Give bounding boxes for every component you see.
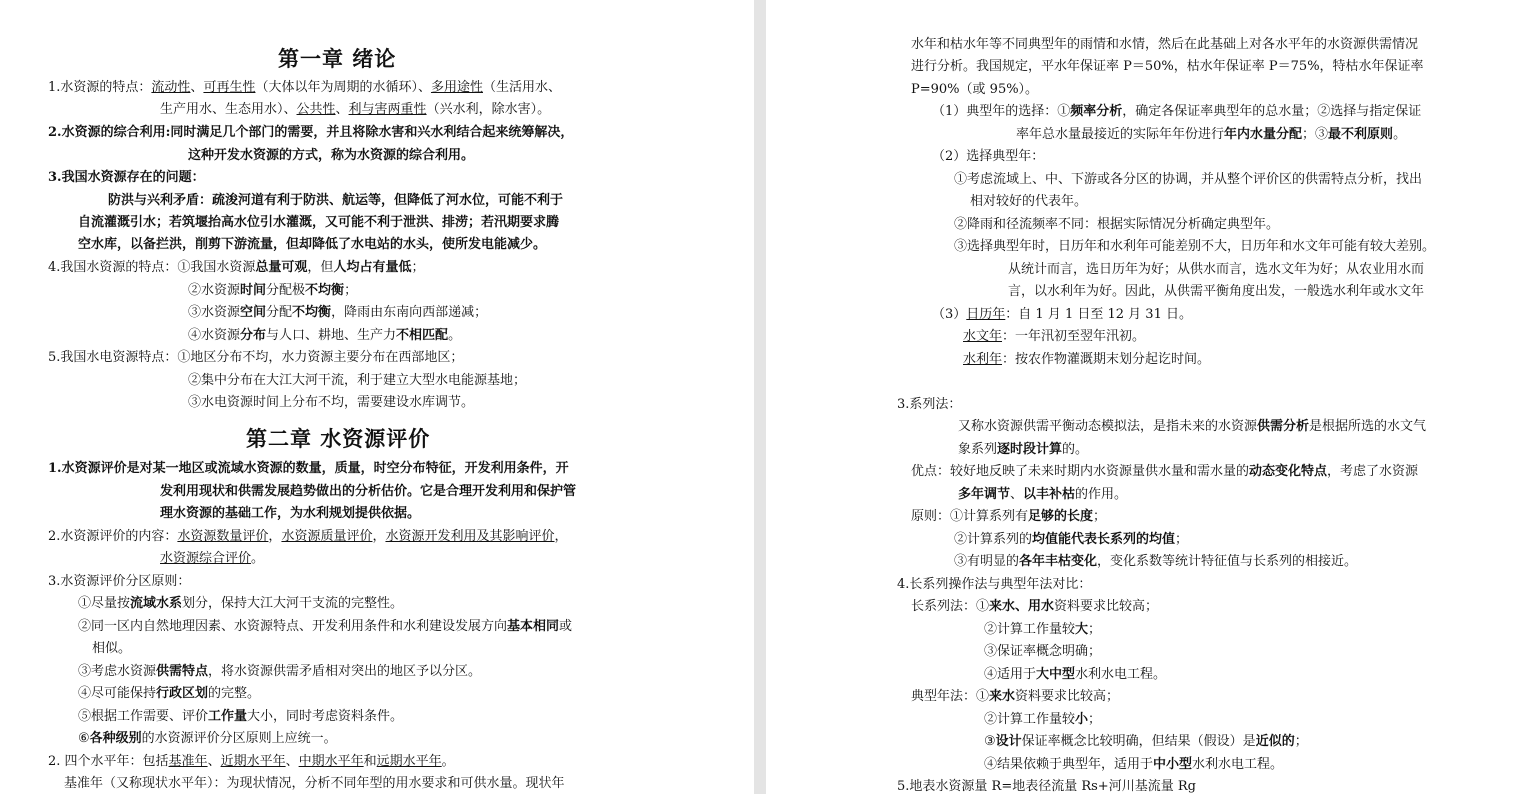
paragraph-line: 象系列逐时段计算的。 — [958, 442, 1089, 457]
paragraph-line: 水文年：一年汛初至翌年汛初。 — [963, 329, 1146, 344]
paragraph-line: 2.水资源评价的内容：水资源数量评价，水资源质量评价，水资源开发利用及其影响评价， — [48, 529, 568, 544]
paragraph-line: 优点：较好地反映了未来时期内水资源量供水量和需水量的动态变化特点，考虑了水资源 — [911, 464, 1419, 479]
chapter-1-title: 第一章 绪论 — [278, 46, 397, 71]
paragraph-line: 2.水资源的综合利用:同时满足几个部门的需要，并且将除水害和兴水利结合起来统筹解决， — [48, 125, 574, 140]
paragraph-line: （3）日历年：自 1 月 1 日至 12 月 31 日。 — [932, 307, 1192, 322]
paragraph-line: 1.水资源评价是对某一地区或流域水资源的数量，质量，时空分布特征，开发利用条件，开 — [48, 461, 569, 476]
paragraph-line: 1.水资源的特点：流动性、可再生性（大体以年为周期的水循环）、多用途性（生活用水、 — [48, 80, 561, 95]
paragraph-line: 长系列法：①来水、用水资料要求比较高； — [911, 599, 1159, 614]
paragraph-line: 相似。 — [92, 641, 132, 656]
paragraph-line: 这种开发水资源的方式，称为水资源的综合利用。 — [188, 148, 475, 163]
paragraph-line: 4.我国水资源的特点：①我国水资源总量可观，但人均占有量低； — [48, 260, 425, 275]
paragraph-line: ③保证率概念明确； — [984, 644, 1102, 659]
paragraph-line: ⑥各种级别的水资源评价分区原则上应统一。 — [78, 731, 337, 746]
paragraph-line: ①考虑流域上、中、下游或各分区的协调，并从整个评价区的供需特点分析，找出 — [954, 172, 1423, 187]
paragraph-line: 进行分析。我国规定，平水年保证率 P＝50%，枯水年保证率 P＝75%，特枯水年保证率 — [911, 59, 1424, 74]
paragraph-line: P=90%（或 95%）。 — [911, 82, 1039, 97]
paragraph-line: 原则：①计算系列有足够的长度； — [911, 509, 1107, 524]
paragraph-line: 水资源综合评价。 — [160, 551, 265, 566]
paragraph-line: 3.系列法： — [897, 397, 962, 412]
paragraph-line: ④尽可能保持行政区划的完整。 — [78, 686, 261, 701]
paragraph-line: 言，以水利年为好。因此，从供需平衡角度出发，一般选水利年或水文年 — [1008, 284, 1425, 299]
paragraph-line: 防洪与兴利矛盾：疏浚河道有利于防洪、航运等，但降低了河水位，可能不利于 — [108, 193, 564, 208]
paragraph-line: ③水电资源时间上分布不均，需要建设水库调节。 — [188, 395, 475, 410]
paragraph-line: ①尽量按流域水系划分，保持大江大河干支流的完整性。 — [78, 596, 404, 611]
paragraph-line: 生产用水、生态用水）、公共性、利与害两重性（兴水利，除水害）。 — [160, 102, 551, 117]
paragraph-line: 理水资源的基础工作，为水利规划提供依据。 — [160, 506, 421, 521]
paragraph-line: 从统计而言，选日历年为好；从供水而言，选水文年为好；从农业用水而 — [1008, 262, 1425, 277]
paragraph-line: 典型年法：①来水资料要求比较高； — [911, 689, 1120, 704]
paragraph-line: ③水资源空间分配不均衡，降雨由东南向西部递减； — [188, 305, 488, 320]
paragraph-line: ②计算工作量较小； — [984, 712, 1102, 727]
paragraph-line: 率年总水量最接近的实际年年份进行年内水量分配；③最不利原则。 — [1016, 127, 1407, 142]
paragraph-line: ④水资源分布与人口、耕地、生产力不相匹配。 — [188, 328, 462, 343]
document-page-left — [0, 0, 754, 794]
paragraph-line: ②计算系列的均值能代表长系列的均值； — [954, 532, 1189, 547]
paragraph-line: 相对较好的代表年。 — [970, 194, 1088, 209]
paragraph-line: ④适用于大中型水利水电工程。 — [984, 667, 1167, 682]
paragraph-line: 3.水资源评价分区原则： — [48, 574, 191, 589]
paragraph-line: 3.我国水资源存在的问题： — [48, 170, 205, 185]
paragraph-line: ②集中分布在大江大河干流，利于建立大型水电能源基地； — [188, 373, 527, 388]
paragraph-line: ⑤根据工作需要、评价工作量大小，同时考虑资料条件。 — [78, 709, 404, 724]
paragraph-line: ③考虑水资源供需特点，将水资源供需矛盾相对突出的地区予以分区。 — [78, 664, 482, 679]
paragraph-line: ②水资源时间分配极不均衡； — [188, 283, 358, 298]
paragraph-line: 5.我国水电资源特点：①地区分布不均，水力资源主要分布在西部地区； — [48, 350, 464, 365]
paragraph-line: 水年和枯水年等不同典型年的雨情和水情，然后在此基础上对各水平年的水资源供需情况 — [911, 37, 1419, 52]
paragraph-line: ②计算工作量较大； — [984, 622, 1102, 637]
paragraph-line: ②降雨和径流频率不同：根据实际情况分析确定典型年。 — [954, 217, 1280, 232]
paragraph-line: （2）选择典型年： — [932, 149, 1045, 164]
paragraph-line: ③选择典型年时，日历年和水利年可能差别不大，日历年和水文年可能有较大差别。 — [954, 239, 1436, 254]
document-page-right — [766, 0, 1528, 794]
paragraph-line: 基准年（又称现状水平年）：为现状情况，分析不同年型的用水要求和可供水量。现状年 — [64, 776, 565, 791]
paragraph-line: 2. 四个水平年：包括基准年、近期水平年、中期水平年和远期水平年。 — [48, 754, 455, 769]
paragraph-line: ③有明显的各年丰枯变化，变化系数等统计特征值与长系列的相接近。 — [954, 554, 1358, 569]
paragraph-line: ④结果依赖于典型年，适用于中小型水利水电工程。 — [984, 757, 1284, 772]
paragraph-line: ②同一区内自然地理因素、水资源特点、开发利用条件和水利建设发展方向基本相同或 — [78, 619, 573, 634]
paragraph-line: 5.地表水资源量 R=地表径流量 Rs+河川基流量 Rg — [897, 779, 1196, 794]
paragraph-line: 空水库，以备拦洪，削剪下游流量，但却降低了水电站的水头，使所发电能减少。 — [78, 237, 547, 252]
paragraph-line: 水利年：按农作物灌溉期末划分起讫时间。 — [963, 352, 1211, 367]
paragraph-line: ③设计保证率概念比较明确，但结果（假设）是近似的； — [984, 734, 1308, 749]
paragraph-line: 发利用现状和供需发展趋势做出的分析估价。它是合理开发利用和保护管 — [160, 484, 577, 499]
page-gap — [754, 0, 766, 794]
paragraph-line: 4.长系列操作法与典型年法对比： — [897, 577, 1092, 592]
paragraph-line: （1）典型年的选择：①频率分析，确定各保证率典型年的总水量；②选择与指定保证 — [932, 104, 1422, 119]
chapter-2-title: 第二章 水资源评价 — [246, 426, 431, 451]
paragraph-line: 多年调节、以丰补枯的作用。 — [958, 487, 1128, 502]
paragraph-line: 自流灌溉引水；若筑堰抬高水位引水灌溉，又可能不利于泄洪、排涝；若汛期要求腾 — [78, 215, 560, 230]
paragraph-line: 又称水资源供需平衡动态模拟法，是指未来的水资源供需分析是根据所选的水文气 — [958, 419, 1427, 434]
